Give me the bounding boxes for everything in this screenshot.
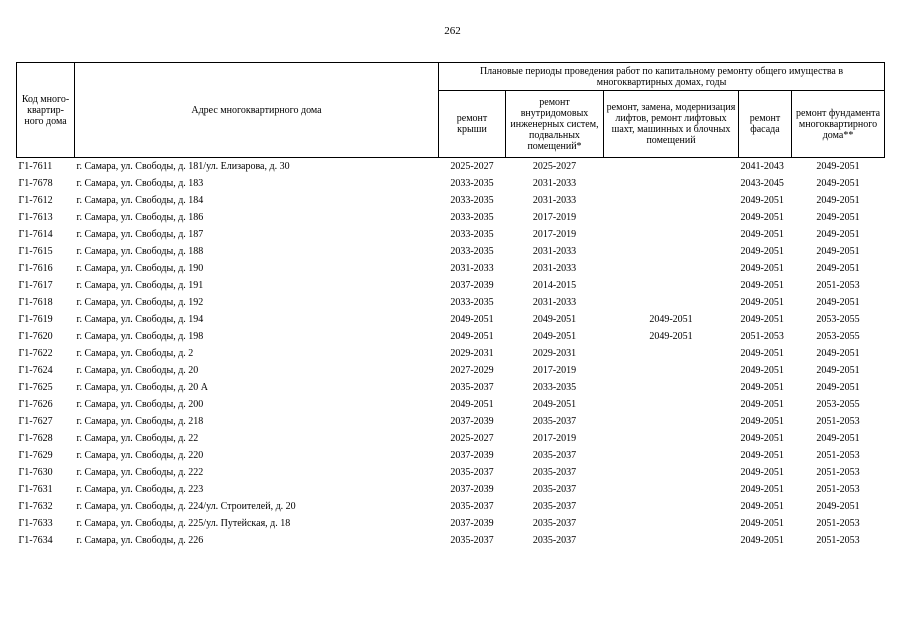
- cell-facade: 2043-2045: [740, 178, 784, 189]
- cell-systems: 2014-2015: [532, 280, 577, 291]
- page-number: 262: [444, 25, 461, 37]
- table-row: [17, 447, 885, 464]
- cell-facade: 2049-2051: [740, 484, 784, 495]
- cell-address: г. Самара, ул. Свободы, д. 183: [76, 178, 204, 189]
- cell-foundation: 2049-2051: [816, 382, 860, 393]
- cell-roof: 2033-2035: [450, 212, 494, 223]
- cell-facade: 2049-2051: [740, 433, 784, 444]
- cell-code: Г1-7618: [18, 297, 53, 308]
- cell-address: г. Самара, ул. Свободы, д. 22: [76, 433, 199, 444]
- cell-elevators: [604, 532, 739, 549]
- table-row: [17, 260, 885, 277]
- cell-roof: 2035-2037: [450, 382, 494, 393]
- cell-systems: 2031-2033: [532, 178, 577, 189]
- cell-foundation: 2051-2053: [816, 535, 860, 546]
- cell-foundation: 2049-2051: [816, 178, 860, 189]
- cell-elevators: [604, 294, 739, 311]
- cell-foundation: 2049-2051: [816, 501, 860, 512]
- cell-elevators: [604, 260, 739, 277]
- cell-code: Г1-7613: [18, 212, 53, 223]
- cell-systems: 2017-2019: [532, 365, 577, 376]
- cell-address: г. Самара, ул. Свободы, д. 186: [76, 212, 204, 223]
- cell-code: Г1-7633: [18, 518, 53, 529]
- cell-elevators: [604, 175, 739, 192]
- cell-foundation: 2053-2055: [816, 399, 860, 410]
- cell-facade: 2049-2051: [740, 212, 784, 223]
- cell-roof: 2037-2039: [450, 450, 494, 461]
- cell-elevators: [604, 158, 739, 176]
- cell-foundation: 2053-2055: [816, 331, 860, 342]
- cell-facade: 2049-2051: [740, 467, 784, 478]
- cell-code: Г1-7611: [17, 158, 75, 176]
- cell-facade: 2041-2043: [739, 158, 792, 176]
- cell-address: г. Самара, ул. Свободы, д. 20 А: [76, 382, 209, 393]
- cell-address: г. Самара, ул. Свободы, д. 184: [76, 195, 204, 206]
- header-internal-systems: ремонт внутридомовых инженерных систем, подвальных помещений*: [506, 91, 604, 158]
- cell-code: Г1-7612: [18, 195, 53, 206]
- cell-address: г. Самара, ул. Свободы, д. 224/ул. Строителей, д. 20: [76, 501, 296, 512]
- cell-elevators: [604, 464, 739, 481]
- cell-elevators: [604, 396, 739, 413]
- cell-facade: 2049-2051: [740, 246, 784, 257]
- cell-systems: 2017-2019: [532, 229, 577, 240]
- cell-foundation: 2051-2053: [816, 450, 860, 461]
- cell-systems: 2017-2019: [532, 212, 577, 223]
- cell-facade: 2049-2051: [740, 399, 784, 410]
- cell-roof: 2037-2039: [450, 484, 494, 495]
- cell-foundation: 2049-2051: [816, 263, 860, 274]
- cell-address: г. Самара, ул. Свободы, д. 190: [76, 263, 204, 274]
- cell-systems: 2031-2033: [532, 297, 577, 308]
- cell-code: Г1-7630: [18, 467, 53, 478]
- cell-elevators: [604, 481, 739, 498]
- table-row: [17, 464, 885, 481]
- cell-facade: 2049-2051: [740, 195, 784, 206]
- cell-elevators: [604, 345, 739, 362]
- cell-systems: 2029-2031: [532, 348, 577, 359]
- cell-roof: 2037-2039: [450, 280, 494, 291]
- header-roof: ремонт крыши: [439, 91, 506, 158]
- cell-roof: 2033-2035: [450, 246, 494, 257]
- table-row: [17, 430, 885, 447]
- cell-address: г. Самара, ул. Свободы, д. 218: [76, 416, 204, 427]
- cell-elevators: [604, 226, 739, 243]
- cell-roof: 2049-2051: [450, 331, 494, 342]
- cell-foundation: 2049-2051: [816, 365, 860, 376]
- cell-address: г. Самара, ул. Свободы, д. 200: [76, 399, 204, 410]
- cell-elevators: 2049-2051: [649, 314, 693, 325]
- cell-facade: 2049-2051: [740, 501, 784, 512]
- cell-systems: 2025-2027: [506, 158, 604, 176]
- cell-address: г. Самара, ул. Свободы, д. 222: [76, 467, 204, 478]
- cell-address: г. Самара, ул. Свободы, д. 187: [76, 229, 204, 240]
- cell-facade: 2049-2051: [740, 365, 784, 376]
- cell-facade: 2049-2051: [740, 348, 784, 359]
- table-row: [17, 481, 885, 498]
- table-row: [17, 362, 885, 379]
- cell-systems: 2049-2051: [532, 399, 577, 410]
- cell-systems: 2031-2033: [532, 195, 577, 206]
- cell-roof: 2035-2037: [450, 535, 494, 546]
- cell-systems: 2049-2051: [532, 314, 577, 325]
- cell-systems: 2031-2033: [532, 246, 577, 257]
- cell-facade: 2049-2051: [740, 297, 784, 308]
- cell-code: Г1-7627: [18, 416, 53, 427]
- cell-systems: 2017-2019: [532, 433, 577, 444]
- cell-foundation: 2049-2051: [792, 158, 885, 176]
- cell-systems: 2031-2033: [532, 263, 577, 274]
- header-foundation: ремонт фундамента многоквартирного дома**: [792, 91, 885, 158]
- table-row: [17, 328, 885, 345]
- cell-code: Г1-7615: [18, 246, 53, 257]
- cell-roof: 2049-2051: [450, 314, 494, 325]
- cell-elevators: 2049-2051: [649, 331, 693, 342]
- table-body: [17, 158, 885, 550]
- cell-foundation: 2053-2055: [816, 314, 860, 325]
- cell-code: Г1-7614: [18, 229, 53, 240]
- header-facade: ремонт фасада: [739, 91, 792, 158]
- header-code: Код много-квартир-ного дома: [17, 63, 75, 158]
- cell-systems: 2035-2037: [532, 501, 577, 512]
- cell-foundation: 2049-2051: [816, 229, 860, 240]
- cell-code: Г1-7628: [18, 433, 53, 444]
- cell-code: Г1-7625: [18, 382, 53, 393]
- cell-facade: 2049-2051: [740, 382, 784, 393]
- cell-code: Г1-7616: [18, 263, 53, 274]
- cell-address: г. Самара, ул. Свободы, д. 181/ул. Елизарова, д. 30: [75, 158, 439, 176]
- cell-address: г. Самара, ул. Свободы, д. 194: [76, 314, 204, 325]
- cell-address: г. Самара, ул. Свободы, д. 198: [76, 331, 204, 342]
- header-address: Адрес многоквартирного дома: [75, 63, 439, 158]
- cell-systems: 2033-2035: [532, 382, 577, 393]
- cell-address: г. Самара, ул. Свободы, д. 191: [76, 280, 204, 291]
- cell-elevators: [604, 447, 739, 464]
- cell-address: г. Самара, ул. Свободы, д. 220: [76, 450, 204, 461]
- cell-facade: 2051-2053: [740, 331, 784, 342]
- cell-foundation: 2049-2051: [816, 212, 860, 223]
- table-row: [17, 158, 885, 176]
- cell-elevators: [604, 515, 739, 532]
- table-row: [17, 192, 885, 209]
- repair-schedule-table: [16, 62, 885, 549]
- cell-facade: 2049-2051: [740, 314, 784, 325]
- cell-facade: 2049-2051: [740, 263, 784, 274]
- cell-facade: 2049-2051: [740, 518, 784, 529]
- cell-address: г. Самара, ул. Свободы, д. 188: [76, 246, 204, 257]
- cell-address: г. Самара, ул. Свободы, д. 2: [76, 348, 194, 359]
- cell-address: г. Самара, ул. Свободы, д. 20: [76, 365, 199, 376]
- cell-address: г. Самара, ул. Свободы, д. 225/ул. Путейская, д. 18: [76, 518, 291, 529]
- cell-systems: 2035-2037: [532, 518, 577, 529]
- cell-elevators: [604, 379, 739, 396]
- cell-code: Г1-7619: [18, 314, 53, 325]
- cell-elevators: [604, 277, 739, 294]
- table-row: [17, 209, 885, 226]
- cell-address: г. Самара, ул. Свободы, д. 223: [76, 484, 204, 495]
- cell-foundation: 2051-2053: [816, 467, 860, 478]
- cell-roof: 2037-2039: [450, 416, 494, 427]
- cell-elevators: [604, 498, 739, 515]
- cell-address: г. Самара, ул. Свободы, д. 192: [76, 297, 204, 308]
- table-row: [17, 532, 885, 549]
- table-row: [17, 175, 885, 192]
- table-row: [17, 498, 885, 515]
- header-planned-periods: Плановые периоды проведения работ по капитальному ремонту общего имущества в многоквартирных домах, годы: [439, 63, 885, 91]
- table-row: [17, 277, 885, 294]
- cell-elevators: [604, 192, 739, 209]
- cell-roof: 2035-2037: [450, 501, 494, 512]
- table-row: [17, 243, 885, 260]
- cell-systems: 2035-2037: [532, 535, 577, 546]
- cell-elevators: [604, 413, 739, 430]
- cell-roof: 2033-2035: [450, 178, 494, 189]
- cell-code: Г1-7678: [18, 178, 53, 189]
- cell-facade: 2049-2051: [740, 280, 784, 291]
- cell-elevators: [604, 362, 739, 379]
- cell-code: Г1-7629: [18, 450, 53, 461]
- cell-roof: 2025-2027: [439, 158, 506, 176]
- cell-code: Г1-7634: [18, 535, 53, 546]
- cell-code: Г1-7620: [18, 331, 53, 342]
- cell-roof: 2049-2051: [450, 399, 494, 410]
- cell-elevators: [604, 209, 739, 226]
- table-row: [17, 515, 885, 532]
- cell-systems: 2049-2051: [532, 331, 577, 342]
- table-row: [17, 226, 885, 243]
- cell-foundation: 2049-2051: [816, 348, 860, 359]
- table-row: [17, 379, 885, 396]
- cell-roof: 2029-2031: [450, 348, 494, 359]
- cell-systems: 2035-2037: [532, 450, 577, 461]
- cell-foundation: 2049-2051: [816, 195, 860, 206]
- table-row: [17, 311, 885, 328]
- cell-facade: 2049-2051: [740, 450, 784, 461]
- cell-elevators: [604, 430, 739, 447]
- table-row: [17, 396, 885, 413]
- cell-foundation: 2051-2053: [816, 484, 860, 495]
- cell-systems: 2035-2037: [532, 484, 577, 495]
- cell-code: Г1-7617: [18, 280, 53, 291]
- cell-roof: 2033-2035: [450, 229, 494, 240]
- cell-code: Г1-7631: [18, 484, 53, 495]
- cell-roof: 2033-2035: [450, 297, 494, 308]
- cell-foundation: 2051-2053: [816, 518, 860, 529]
- cell-code: Г1-7632: [18, 501, 53, 512]
- cell-roof: 2035-2037: [450, 467, 494, 478]
- cell-foundation: 2049-2051: [816, 246, 860, 257]
- cell-address: г. Самара, ул. Свободы, д. 226: [76, 535, 204, 546]
- cell-foundation: 2051-2053: [816, 280, 860, 291]
- cell-facade: 2049-2051: [740, 229, 784, 240]
- cell-roof: 2037-2039: [450, 518, 494, 529]
- cell-systems: 2035-2037: [532, 467, 577, 478]
- cell-elevators: [604, 243, 739, 260]
- cell-foundation: 2049-2051: [816, 433, 860, 444]
- cell-roof: 2025-2027: [450, 433, 494, 444]
- cell-roof: 2027-2029: [450, 365, 494, 376]
- cell-systems: 2035-2037: [532, 416, 577, 427]
- table-row: [17, 413, 885, 430]
- cell-code: Г1-7622: [18, 348, 53, 359]
- table-row: [17, 294, 885, 311]
- cell-code: Г1-7624: [18, 365, 53, 376]
- cell-facade: 2049-2051: [740, 416, 784, 427]
- table-row: [17, 345, 885, 362]
- cell-foundation: 2049-2051: [816, 297, 860, 308]
- cell-roof: 2033-2035: [450, 195, 494, 206]
- cell-foundation: 2051-2053: [816, 416, 860, 427]
- header-elevators: ремонт, замена, модернизация лифтов, ремонт лифтовых шахт, машинных и блочных помещений: [604, 91, 739, 158]
- cell-code: Г1-7626: [18, 399, 53, 410]
- cell-facade: 2049-2051: [740, 535, 784, 546]
- cell-roof: 2031-2033: [450, 263, 494, 274]
